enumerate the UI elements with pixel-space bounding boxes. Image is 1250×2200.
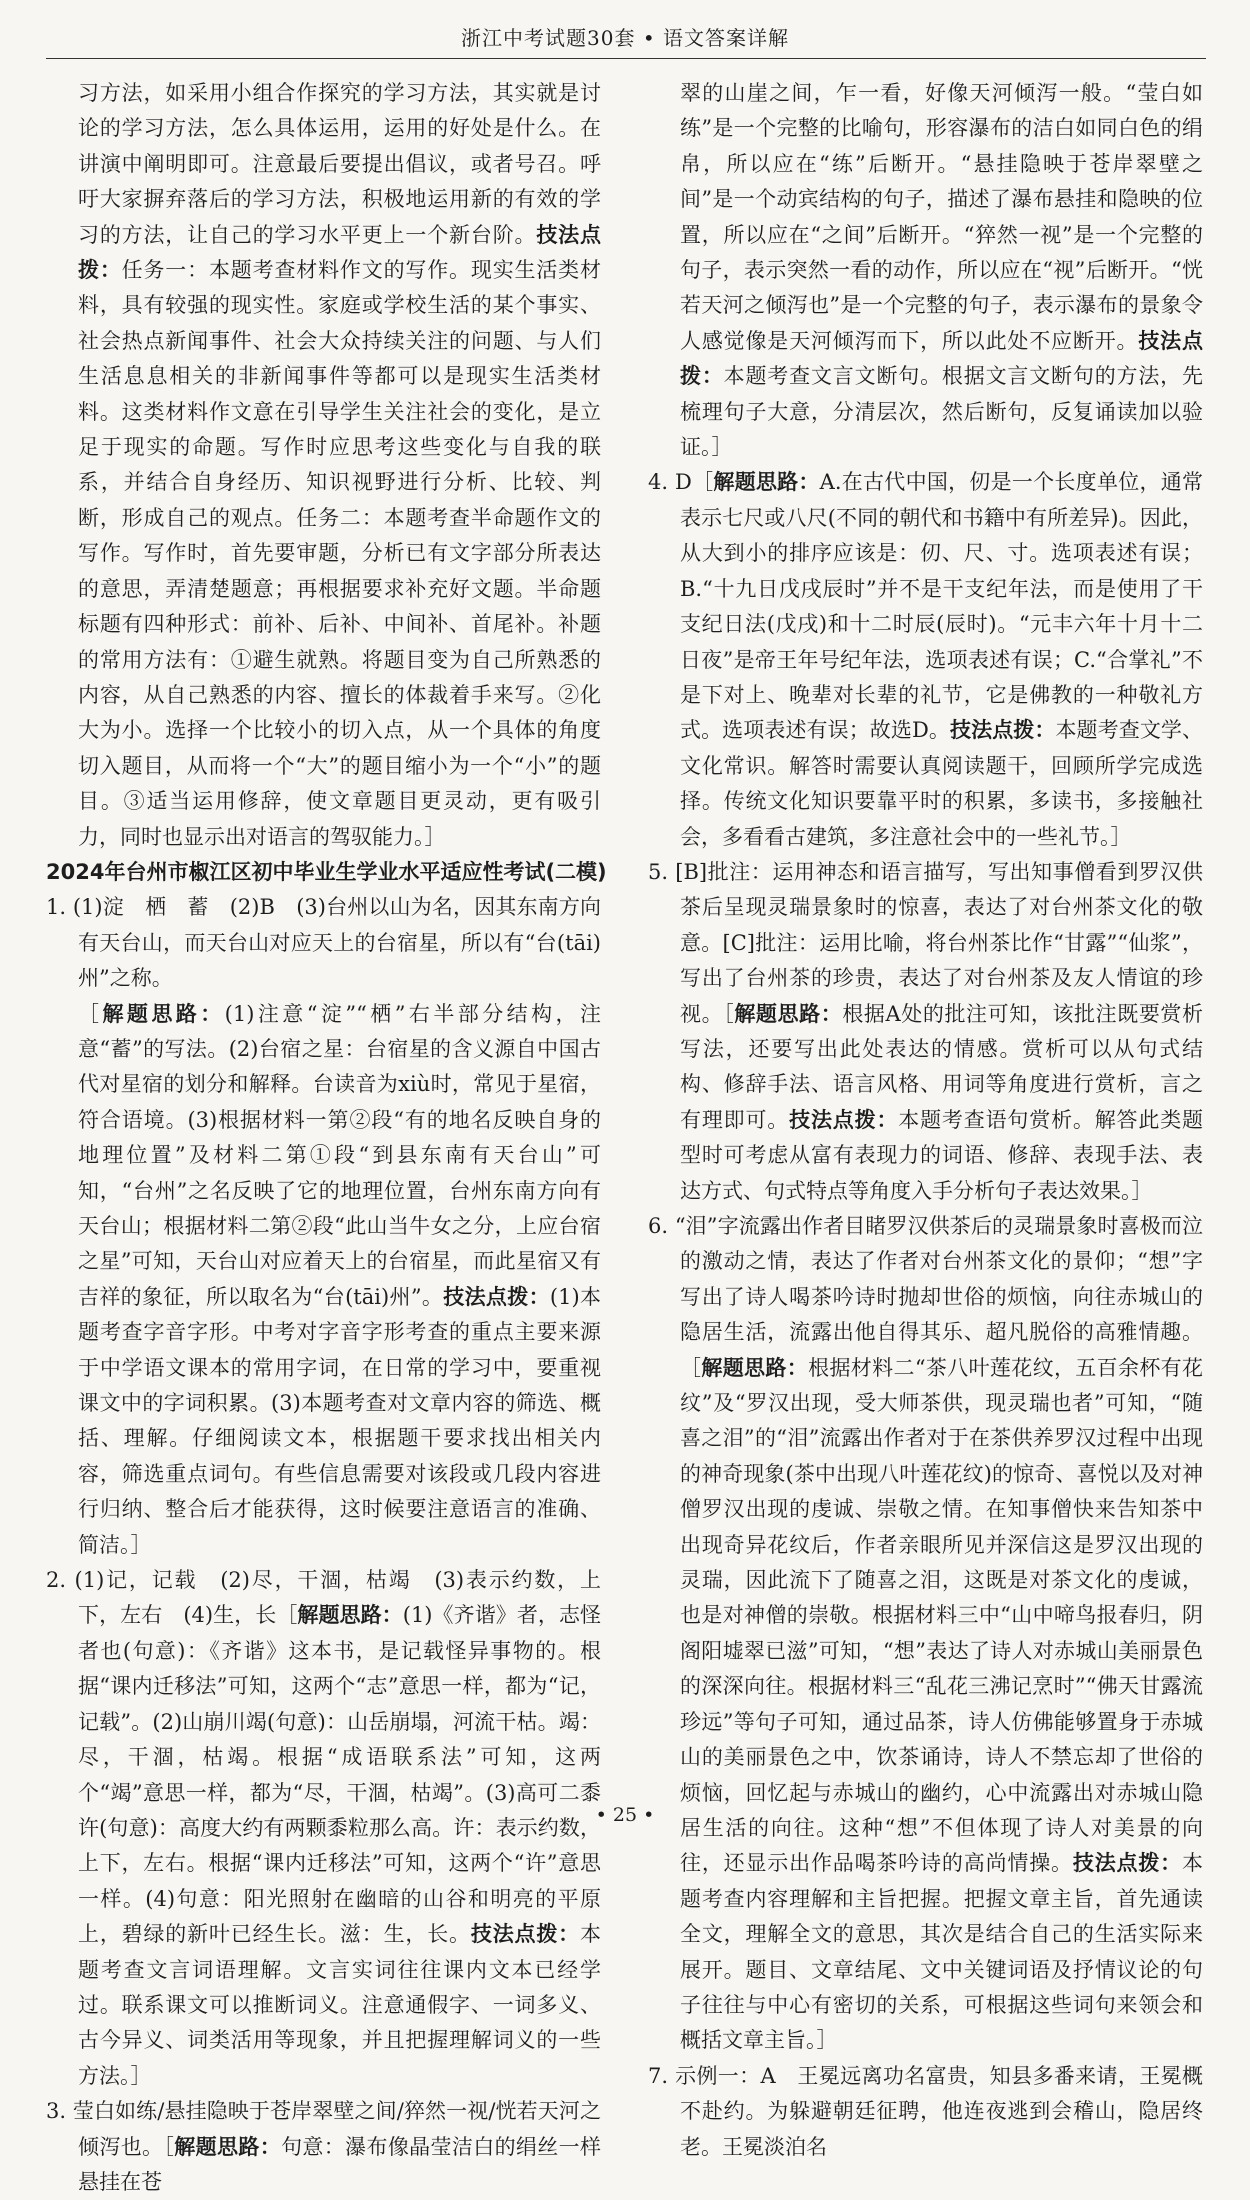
- text: 习方法，如采用小组合作探究的学习方法，其实就是讨论的学习方法，怎么具体运用，运用的好处是什么。在讲演中阐明即可。注意最后要提出倡议，或者号召。呼吁大家摒弃落后的学习方法，积极地运用新的有效的学习的方法，让自己的学习水平更上一个新台阶。: [78, 81, 601, 247]
- answer-4: 4. D［解题思路：A.在古代中国，仞是一个长度单位，通常表示七尺或八尺(不同的朝代和书籍中有所差异)。因此，从大到小的排序应该是：仞、尺、寸。选项表述有误；B.“十九日戊戌辰时”并不是干支纪年法，而是使用了干支纪日法(戊戌)和十二时辰(辰时)。“元丰六年十月十二日夜”是帝王年号纪年法，选项表述有误；C.“合掌礼”不是下对上、晚辈对长辈的礼节，它是佛教的一种敬礼方式。选项表述有误；故选D。技法点拨：本题考查文学、文化常识。解答时需要认真阅读题干，回顾所学完成选择。传统文化知识要靠平时的积累，多读书，多接触社会，多看看古建筑，多注意社会中的一些礼节。］: [648, 470, 1204, 849]
- label-jt: 解题思路：: [174, 2134, 282, 2159]
- label-jt: 解题思路：: [297, 1603, 403, 1628]
- text: 4. D: [648, 470, 692, 495]
- right-column: [648, 76, 1203, 2165]
- text: 7. 示例一：A 王冕远离功名富贵，知县多番来请，王冕概不赴约。为躲避朝廷征聘，他连夜逃到会稽山，隐居终老。王冕淡泊名: [648, 2063, 1203, 2159]
- header-rule: [46, 58, 1206, 59]
- label-jt: 解题思路：: [102, 1001, 225, 1026]
- answer-3: 3. 莹白如练/悬挂隐映于苍岸翠壁之间/猝然一视/恍若天河之倾泻也。［解题思路：句意：瀑布像晶莹洁白的绢丝一样悬挂在苍: [46, 2099, 602, 2194]
- answer-5: 5. [B]批注：运用神态和语言描写，写出知事僧看到罗汉供茶后呈现灵瑞景象时的惊喜，表达了对台州茶文化的敬意。[C]批注：运用比喻，将台州茶比作“甘露”“仙浆”，写出了台州茶的珍贵，表达了对台州茶及友人情谊的珍视。［解题思路：根据A处的批注可知，该批注既要赏析写法，还要写出此处表达的情感。赏析可以从句式结构、修辞手法、语言风格、用词等角度进行赏析，言之有理即可。技法点拨：本题考查语句赏析。解答此类题型时可考虑从富有表现力的词语、修辞、表现手法、表达方式、句式特点等角度入手分析句子表达效果。］: [648, 859, 1204, 1203]
- exam-title: 2024年台州市椒江区初中毕业生学业水平适应性考试(二模): [46, 859, 607, 884]
- label-jq: 技法点拨：: [680, 328, 1204, 389]
- running-header: 浙江中考试题30套 • 语文答案详解: [461, 26, 789, 50]
- left-column: [46, 76, 607, 2200]
- page-number: • 25 •: [595, 1804, 655, 1826]
- text: 根据A处的批注可知，该批注既要赏析写法，还要写出此处表达的情感。赏析可以从句式结构、修辞手法、语言风格、用词等角度进行赏析，言之有理即可。: [680, 1001, 1204, 1132]
- text: (1)《齐谐》者，志怪者也(句意)：《齐谐》这本书，是记载怪异事物的。根据“课内迁移法”可知，这两个“志”意思一样，都为“记，记载”。(2)山崩川竭(句意)：山岳崩塌，河流干枯。竭：尽，干涸，枯竭。根据“成语联系法”可知，这两个“竭”意思一样，都为“尽，干涸，枯竭”。(3)高可二黍许(句意)：高度大约有两颗黍粒那么高。许：表示约数，上下，左右。根据“课内迁移法”可知，这两个“许”意思一样。(4)句意：阳光照射在幽暗的山谷和明亮的平原上，碧绿的新叶已经生长。滋：生，长。: [78, 1603, 602, 1947]
- label-jq: 技法点拨：: [78, 222, 602, 283]
- text: 本题考查语句赏析。解答此类题型时可考虑从富有表现力的词语、修辞、表现手法、表达方式、句式特点等角度入手分析句子表达效果。］: [680, 1107, 1204, 1203]
- label-jt: 解题思路：: [734, 1001, 843, 1026]
- text: 根据材料二“茶八叶莲花纹，五百余杯有花纹”及“罗汉出现，受大师茶供，现灵瑞也者”可知，“随喜之泪”的“泪”流露出作者对于在茶供养罗汉过程中出现的神奇现象(茶中出现八叶莲花纹)的惊奇、喜悦以及对神僧罗汉出现的虔诚、崇敬之情。在知事僧快来告知茶中出现奇异花纹后，作者亲眼所见并深信这是罗汉出现的灵瑞，因此流下了随喜之泪，这既是对茶文化的虔诚，也是对神僧的崇敬。根据材料三中“山中啼鸟报春归，阴阁阳墟翠已滋”可知，“想”表达了诗人对赤城山美丽景色的深深向往。根据材料三“乱花三沸记烹时”“佛天甘露流珍远”等句子可知，通过品茶，诗人仿佛能够置身于赤城山的美丽景色之中，饮茶诵诗，诗人不禁忘却了世俗的烦恼，回忆起与赤城山的幽约，心中流露出对赤城山隐居生活的向往。这种“想”不但体现了诗人对美景的向往，还显示出作品喝茶吟诗的高尚情操。: [680, 1355, 1204, 1876]
- text: 任务一：本题考查材料作文的写作。现实生活类材料，具有较强的现实性。家庭或学校生活的某个事实、社会热点新闻事件、社会大众持续关注的问题、与人们生活息息相关的非新闻事件等都可以是现实生活类材料。这类材料作文意在引导学生关注社会的变化，是立足于现实的命题。写作时应思考这些变化与自我的联系，并结合自身经历、知识视野进行分析、比较、判断，形成自己的观点。任务二：本题考查半命题作文的写作。写作时，首先要审题，分析已有文字部分所表达的意思，弄清楚题意；再根据要求补充好文题。半命题标题有四种形式：前补、后补、中间补、首尾补。补题的常用方法有：①避生就熟。将题目变为自己所熟悉的内容，从自己熟悉的内容、擅长的体裁着手来写。②化大为小。选择一个比较小的切入点，从一个具体的角度切入题目，从而将一个“大”的题目缩小为一个“小”的题目。③适当运用修辞，使文章题目更灵动，更有吸引力，同时也显示出对语言的驾驭能力。］: [78, 258, 602, 849]
- label-jq: 技法点拨：: [950, 718, 1056, 743]
- label-jt: 解题思路：: [701, 1355, 809, 1380]
- label-jq: 技法点拨：: [1072, 1851, 1183, 1876]
- answer-2: 2. (1)记，记载 (2)尽，干涸，枯竭 (3)表示约数，上下，左右 (4)生，长［解题思路：(1)《齐谐》者，志怪者也(句意)：《齐谐》这本书，是记载怪异事物的。根据“课内迁移法”可知，这两个“志”意思一样，都为“记，记载”。(2)山崩川竭(句意)：山岳崩塌，河流干枯。竭：尽，干涸，枯竭。根据“成语联系法”可知，这两个“竭”意思一样，都为“尽，干涸，枯竭”。(3)高可二黍许(句意)：高度大约有两颗黍粒那么高。许：表示约数，上下，左右。根据“课内迁移法”可知，这两个“许”意思一样。(4)句意：阳光照射在幽暗的山谷和明亮的平原上，碧绿的新叶已经生长。滋：生，长。技法点拨：本题考查文言词语理解。文言实词往往课内文本已经学过。联系课文可以推断词义。注意通假字、一词多义、古今异义、词类活用等现象，并且把握理解词义的一些方法。］: [46, 1568, 602, 2088]
- answer-1: 1. (1)淀 栖 蓄 (2)B (3)台州以山为名，因其东南方向有天台山，而天台山对应天上的台宿星，所以有“台(tāi)州”之称。 ［解题思路：(1)注意“淀”“栖”右半部分结构，注意“蓄”的写法。(2)台宿之星：台宿星的含义源自中国古代对星宿的划分和解释。台读音为xiù时，常见于星宿，符合语境。(3)根据材料一第②段“有的地名反映自身的地理位置”及材料二第①段“到县东南有天台山”可知，“台州”之名反映了它的地理位置，台州东南方向有天台山；根据材料二第②段“此山当牛女之分，上应台宿之星”可知，天台山对应着天上的台宿星，而此星宿又有吉祥的象征，所以取名为“台(tāi)州”。技法点拨：(1)本题考查字音字形。中考对字音字形考查的重点主要来源于中学语文课本的常用字词，在日常的学习中，要重视课文中的字词积累。(3)本题考查对文章内容的筛选、概括、理解。仔细阅读文本，根据题干要求找出相关内容，筛选重点词句。有些信息需要对该段或几段内容进行归纳、整合后才能获得，这时候要注意语言的准确、简洁。］: [46, 895, 602, 1557]
- text: 6. “泪”字流露出作者目睹罗汉供茶后的灵瑞景象时喜极而泣的激动之情，表达了作者对台州茶文化的景仰；“想”字写出了诗人喝茶吟诗时抛却世俗的烦恼，向往赤城山的隐居生活，流露出他自得其乐、超凡脱俗的高雅情趣。: [648, 1214, 1203, 1345]
- paragraph: [46, 76, 601, 855]
- label-jt: 解题思路：: [713, 470, 820, 495]
- text: (1)注意“淀”“栖”右半部分结构，注意“蓄”的写法。(2)台宿之星：台宿星的含义源自中国古代对星宿的划分和解释。台读音为xiù时，常见于星宿，符合语境。(3)根据材料一第②段“有的地名反映自身的地理位置”及材料二第①段“到县东南有天台山”可知，“台州”之名反映了它的地理位置，台州东南方向有天台山；根据材料二第②段“此山当牛女之分，上应台宿之星”可知，天台山对应着天上的台宿星，而此星宿又有吉祥的象征，所以取名为“台(tāi)州”。: [78, 1001, 602, 1309]
- answer-6: 6. “泪”字流露出作者目睹罗汉供茶后的灵瑞景象时喜极而泣的激动之情，表达了作者对台州茶文化的景仰；“想”字写出了诗人喝茶吟诗时抛却世俗的烦恼，向往赤城山的隐居生活，流露出他自得其乐、超凡脱俗的高雅情趣。［解题思路：根据材料二“茶八叶莲花纹，五百余杯有花纹”及“罗汉出现，受大师茶供，现灵瑞也者”可知，“随喜之泪”的“泪”流露出作者对于在茶供养罗汉过程中出现的神奇现象(茶中出现八叶莲花纹)的惊奇、喜悦以及对神僧罗汉出现的虔诚、崇敬之情。在知事僧快来告知茶中出现奇异花纹后，作者亲眼所见并深信这是罗汉出现的灵瑞，因此流下了随喜之泪，这既是对茶文化的虔诚，也是对神僧的崇敬。根据材料三中“山中啼鸟报春归，阴阁阳墟翠已滋”可知，“想”表达了诗人对赤城山美丽景色的深深向往。根据材料三“乱花三沸记烹时”“佛天甘露流珍远”等句子可知，通过品茶，诗人仿佛能够置身于赤城山的美丽景色之中，饮茶诵诗，诗人不禁忘却了世俗的烦恼，回忆起与赤城山的幽约，心中流露出对赤城山隐居生活的向往。这种“想”不但体现了诗人对美景的向往，还显示出作品喝茶吟诗的高尚情操。技法点拨：本题考查内容理解和主旨把握。把握文章主旨，首先通读全文，理解全文的意思，其次是结合自己的生活实际来展开。题目、文章结尾、文中关键词语及抒情议论的句子往往与中心有密切的关系，可根据这些词句来领会和概括文章主旨。］: [648, 1214, 1204, 2053]
- text: 翠的山崖之间，乍一看，好像天河倾泻一般。“莹白如练”是一个完整的比喻句，形容瀑布的洁白如同白色的绢帛，所以应在“练”后断开。“悬挂隐映于苍岸翠壁之间”是一个动宾结构的句子，描述了瀑布悬挂和隐映的位置，所以应在“之间”后断开。“猝然一视”是一个完整的句子，表示突然一看的动作，所以应在“视”后断开。“恍若天河之倾泻也”是一个完整的句子，表示瀑布的景象令人感觉像是天河倾泻而下，所以此处不应断开。: [680, 81, 1203, 353]
- text: A.在古代中国，仞是一个长度单位，通常表示七尺或八尺(不同的朝代和书籍中有所差异)。因此，从大到小的排序应该是：仞、尺、寸。选项表述有误；B.“十九日戊戌辰时”并不是干支纪年法，而是使用了干支纪日法(戊戌)和十二时辰(辰时)。“元丰六年十月十二日夜”是帝王年号纪年法，选项表述有误；C.“合掌礼”不是下对上、晚辈对长辈的礼节，它是佛教的一种敬礼方式。选项表述有误；故选D。: [680, 470, 1203, 743]
- text: 5. [B]批注：运用神态和语言描写，写出知事僧看到罗汉供茶后呈现灵瑞景象时的惊喜，表达了对台州茶文化的敬意。[C]批注：运用比喻，将台州茶比作“甘露”“仙浆”，写出了台州茶的珍贵，表达了对台州茶及友人情谊的珍视。: [648, 859, 1203, 1026]
- text: 3. 莹白如练/悬挂隐映于苍岸翠壁之间/猝然一视/恍若天河之倾泻也。: [46, 2099, 601, 2159]
- label-jq: 技法点拨：: [470, 1922, 581, 1947]
- text: 1. (1)淀 栖 蓄 (2)B (3)台州以山为名，因其东南方向有天台山，而天台山对应天上的台宿星，所以有“台(tāi)州”之称。: [46, 895, 601, 991]
- paragraph: [648, 76, 1203, 465]
- text: 2. (1)记，记载 (2)尽，干涸，枯竭 (3)表示约数，上下，左右 (4)生，长: [46, 1568, 601, 1628]
- text: 本题考查文言词语理解。文言实词往往课内文本已经学过。联系课文可以推断词义。注意通假字、一词多义、古今异义、词类活用等现象，并且把握理解词义的一些方法。］: [78, 1922, 602, 2088]
- text: (1)本题考查字音字形。中考对字音字形考查的重点主要来源于中学语文课本的常用字词，在日常的学习中，要重视课文中的字词积累。(3)本题考查对文章内容的筛选、概括、理解。仔细阅读文本，根据题干要求找出相关内容，筛选重点词句。有些信息需要对该段或几段内容进行归纳、整合后才能获得，这时候要注意语言的准确、简洁。］: [78, 1284, 602, 1557]
- label-jq: 技法点拨：: [789, 1107, 899, 1132]
- answer-7: [648, 2059, 1203, 2165]
- text: 本题考查文言文断句。根据文言文断句的方法，先梳理句子大意，分清层次，然后断句，反复诵读加以验证。］: [680, 364, 1204, 460]
- text: 本题考查文学、文化常识。解答时需要认真阅读题干，回顾所学完成选择。传统文化知识要靠平时的积累，多读书，多接触社会，多看看古建筑，多注意社会中的一些礼节。］: [680, 718, 1204, 849]
- label-jq: 技法点拨：: [443, 1284, 550, 1309]
- text: 本题考查内容理解和主旨把握。把握文章主旨，首先通读全文，理解全文的意思，其次是结合自己的生活实际来展开。题目、文章结尾、文中关键词语及抒情议论的句子往往与中心有密切的关系，可根据这些词句来领会和概括文章主旨。］: [680, 1851, 1204, 2053]
- text: 句意：瀑布像晶莹洁白的绢丝一样悬挂在苍: [78, 2134, 602, 2194]
